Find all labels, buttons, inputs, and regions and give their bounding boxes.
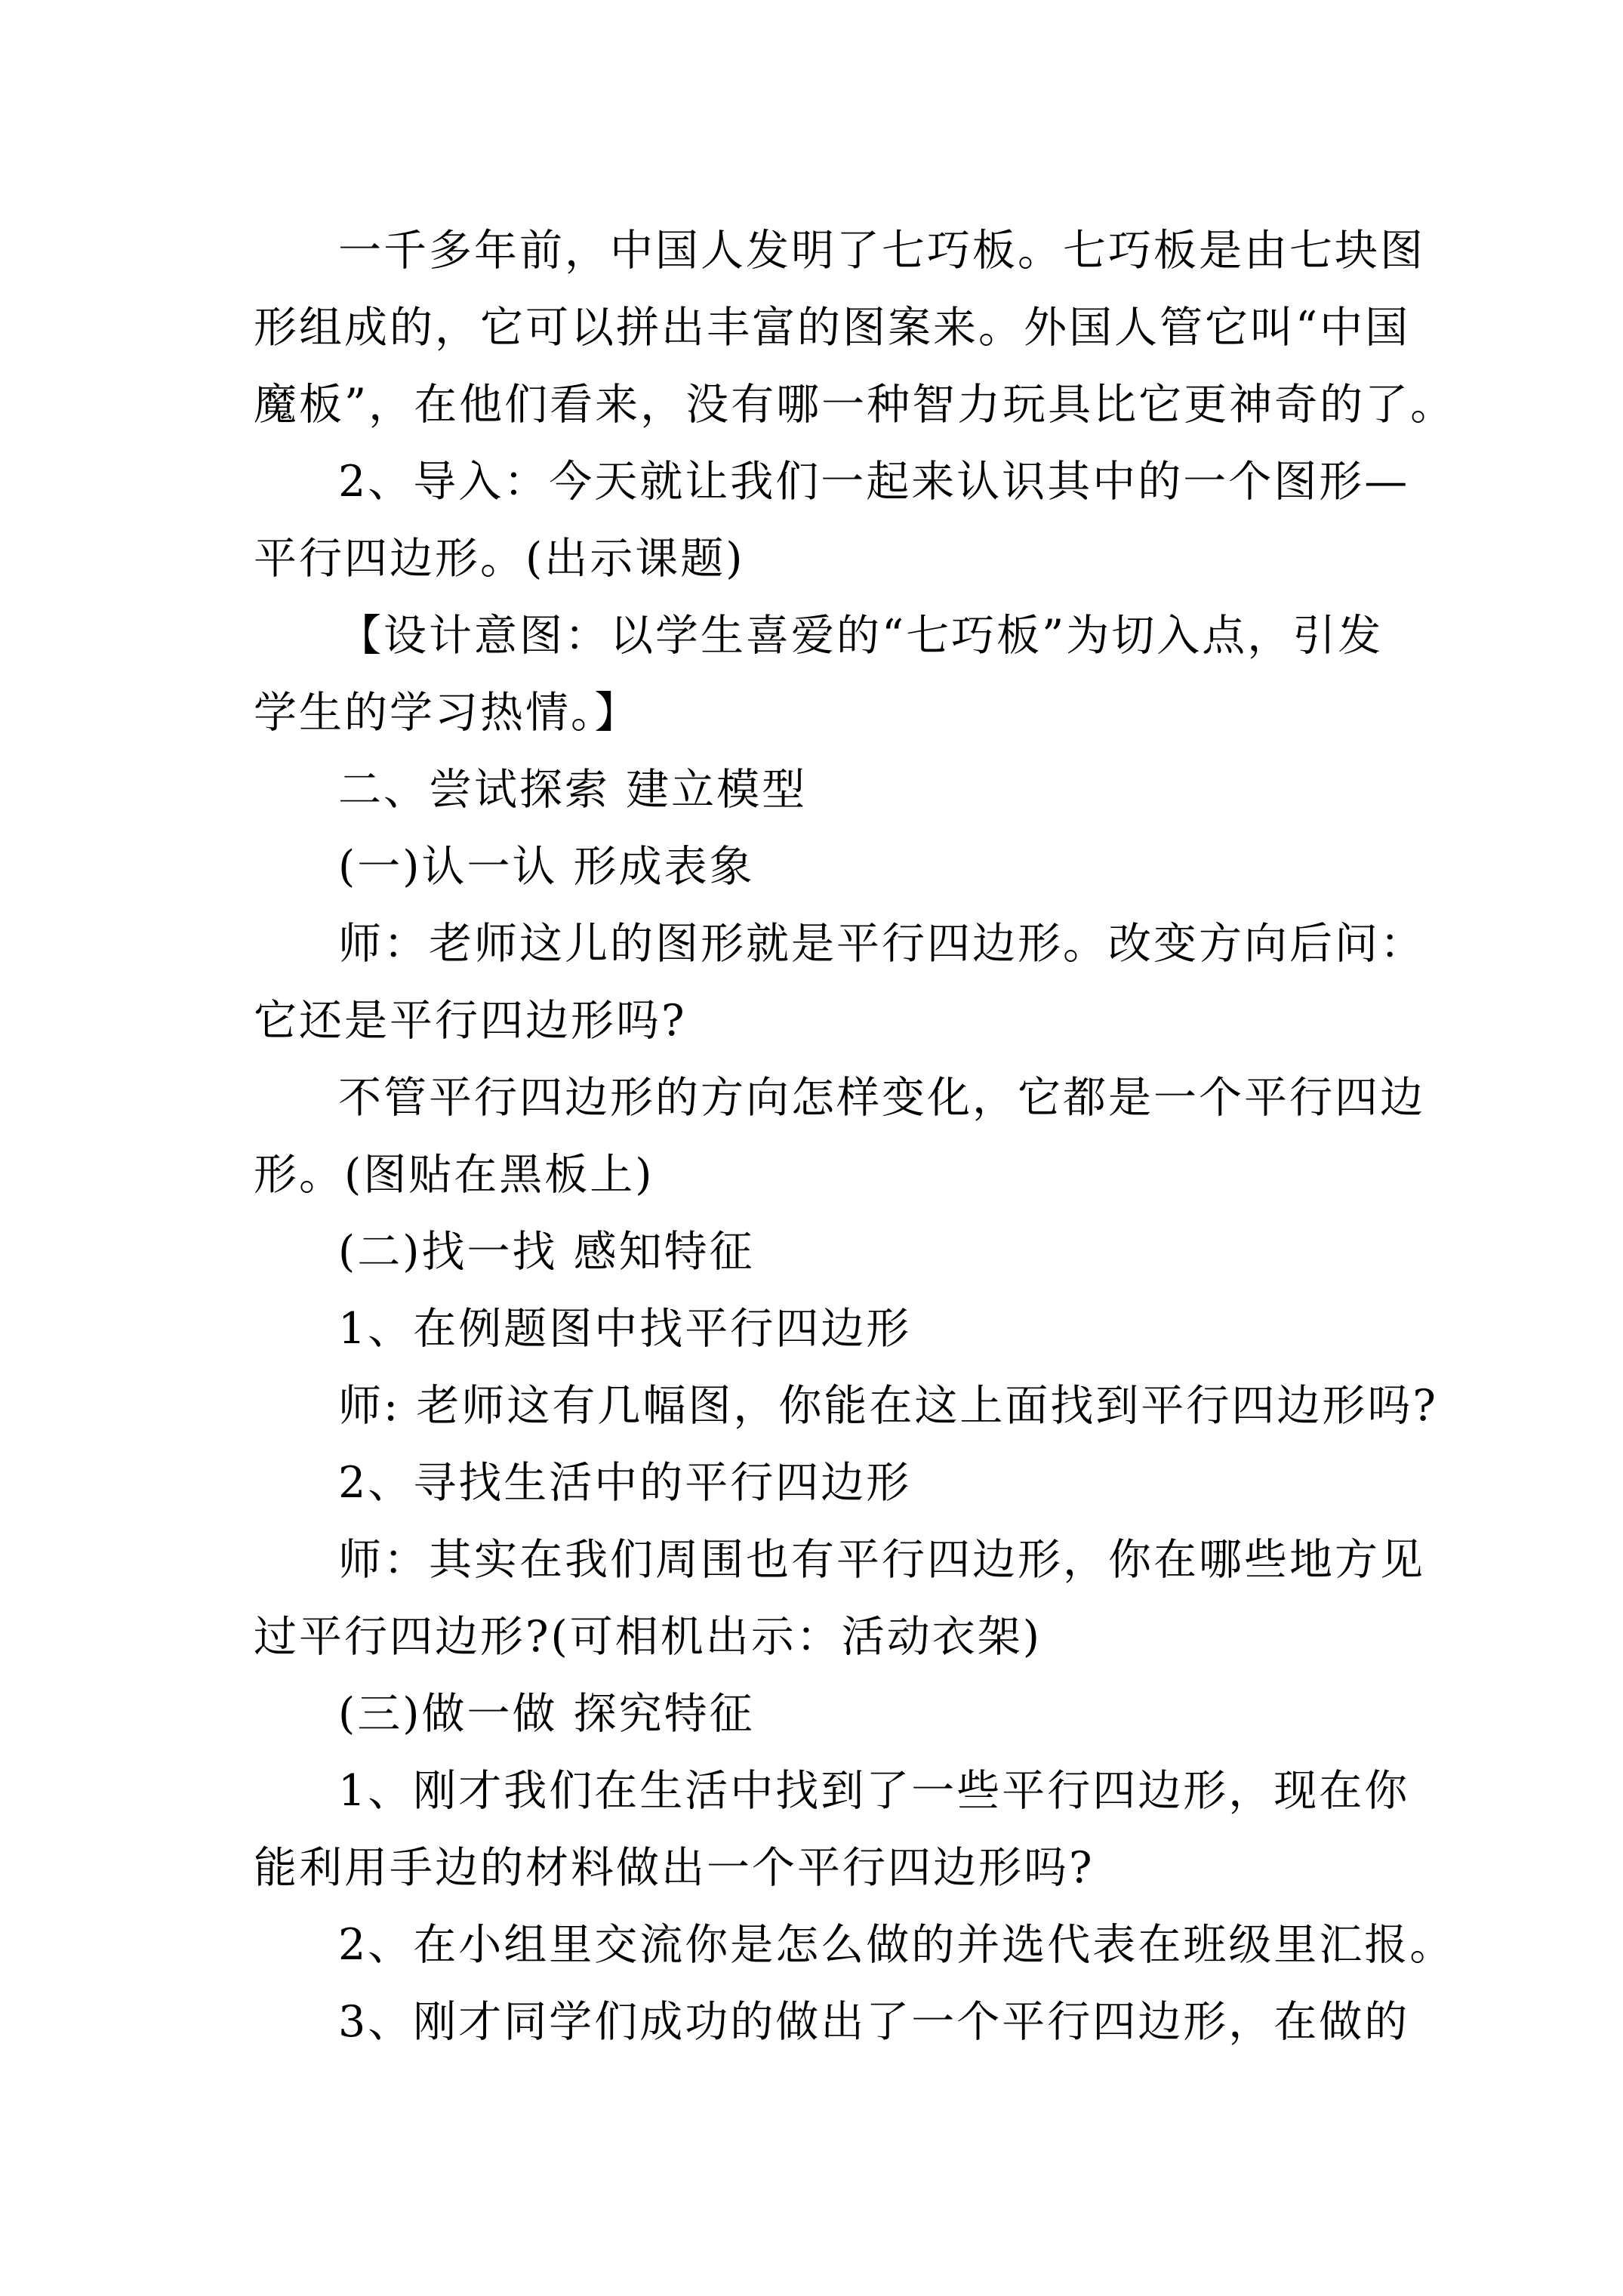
paragraph-line: 过平行四边形?(可相机出示：活动衣架) <box>254 1612 1042 1662</box>
paragraph-line: 不管平行四边形的方向怎样变化，它都是一个平行四边 <box>338 1073 1425 1123</box>
paragraph-line: 学生的学习热情。】 <box>254 688 640 738</box>
paragraph-line: 师：其实在我们周围也有平行四边形，你在哪些地方见 <box>338 1535 1425 1585</box>
paragraph-line: 形组成的，它可以拼出丰富的图案来。外国人管它叫“中国 <box>254 303 1411 353</box>
paragraph-line: 魔板”，在他们看来，没有哪一种智力玩具比它更神奇的了。 <box>254 380 1456 430</box>
paragraph-line: 1、刚才我们在生活中找到了一些平行四边形，现在你 <box>338 1766 1410 1816</box>
paragraph-line: 师: 老师这有几幅图，你能在这上面找到平行四边形吗? <box>338 1381 1438 1431</box>
subsection-heading: (三)做一做 探究特征 <box>338 1689 755 1739</box>
paragraph-line: 能利用手边的材料做出一个平行四边形吗? <box>254 1843 1095 1893</box>
paragraph-line: 2、寻找生活中的平行四边形 <box>338 1458 912 1508</box>
subsection-heading: (二)找一找 感知特征 <box>338 1227 755 1277</box>
paragraph-line: 形。(图贴在黑板上) <box>254 1150 654 1200</box>
paragraph-line: 一千多年前，中国人发明了七巧板。七巧板是由七块图 <box>338 226 1425 276</box>
paragraph-line: 师：老师这儿的图形就是平行四边形。改变方向后问： <box>338 919 1425 969</box>
paragraph-line: 1、在例题图中找平行四边形 <box>338 1304 912 1354</box>
subsection-heading: (一)认一认 形成表象 <box>338 842 755 892</box>
paragraph-line: 它还是平行四边形吗? <box>254 996 687 1046</box>
paragraph-line: 2、导入：今天就让我们一起来认识其中的一个图形— <box>338 457 1410 507</box>
paragraph-line: 【设计意图：以学生喜爱的“七巧板”为切入点，引发 <box>338 611 1384 661</box>
section-heading: 二、尝试探索 建立模型 <box>338 765 808 815</box>
paragraph-line: 3、刚才同学们成功的做出了一个平行四边形，在做的 <box>338 1997 1410 2047</box>
paragraph-line: 平行四边形。(出示课题) <box>254 534 745 584</box>
paragraph-line: 2、在小组里交流你是怎么做的并选代表在班级里汇报。 <box>338 1920 1455 1970</box>
